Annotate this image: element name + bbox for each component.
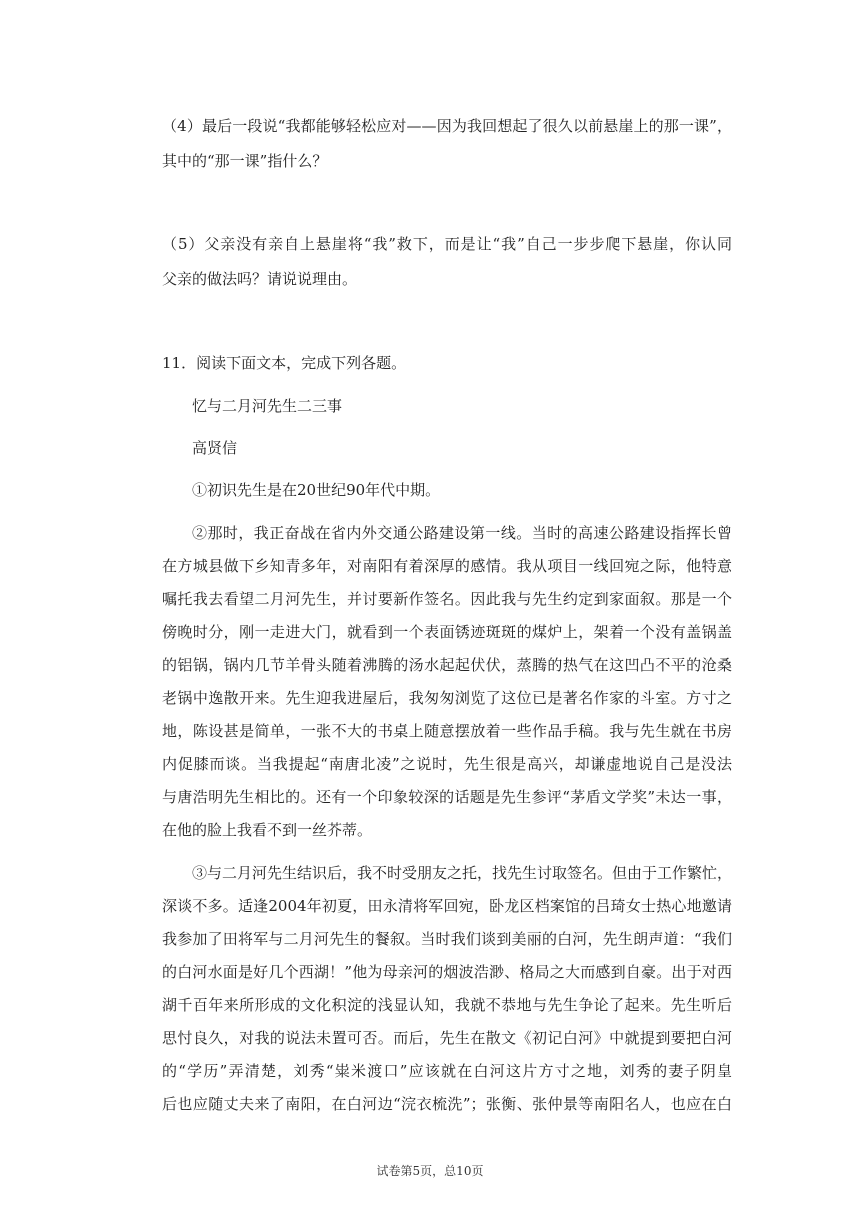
paragraph-3-line: 的白河水面是好几个西湖！”他为母亲河的烟波浩渺、格局之大而感到自豪。出于对西 <box>162 963 732 981</box>
article-title: 忆与二月河先生二三事 <box>192 397 343 415</box>
paragraph-3-line: ③与二月河先生结识后，我不时受朋友之托，找先生讨取签名。但由于工作繁忙， <box>192 864 732 882</box>
paragraph-2-line: 的铝锅，锅内几节羊骨头随着沸腾的汤水起起伏伏，蒸腾的热气在这凹凸不平的沧桑 <box>162 656 732 674</box>
paragraph-3-line: 思忖良久，对我的说法未置可否。而后，先生在散文《初记白河》中就提到要把白河 <box>162 1029 732 1047</box>
question-5-line-1: （5）父亲没有亲自上悬崖将“我”救下，而是让“我”自己一步步爬下悬崖，你认同 <box>162 235 732 253</box>
paragraph-2-line: ②那时，我正奋战在省内外交通公路建设第一线。当时的高速公路建设指挥长曾 <box>192 524 732 542</box>
question-4-line-2: 其中的“那一课”指什么？ <box>162 152 328 170</box>
page-footer: 试卷第5页，总10页 <box>376 1164 484 1178</box>
article-author: 高贤信 <box>192 439 238 457</box>
paragraph-2-line: 傍晚时分，刚一走进大门，就看到一个表面锈迹斑斑的煤炉上，架着一个没有盖锅盖 <box>162 623 732 641</box>
paragraph-3-line: 后也应随丈夫来了南阳，在白河边“浣衣梳洗”；张衡、张仲景等南阳名人，也应在白 <box>162 1095 732 1113</box>
paragraph-3-line: 我参加了田将军与二月河先生的餐叙。当时我们谈到美丽的白河，先生朗声道：“我们 <box>162 930 732 948</box>
paragraph-2-line: 在他的脸上我看不到一丝芥蒂。 <box>162 821 373 839</box>
paragraph-1: ①初识先生是在20世纪90年代中期。 <box>192 481 441 499</box>
question-4-line-1: （4）最后一段说“我都能够轻松应对——因为我回想起了很久以前悬崖上的那一课”， <box>162 117 732 135</box>
paragraph-2-line: 嘱托我去看望二月河先生，并讨要新作签名。因此我与先生约定到家面叙。那是一个 <box>162 590 732 608</box>
paragraph-2-line: 与唐浩明先生相比的。还有一个印象较深的话题是先生参评“茅盾文学奖”未达一事， <box>162 788 732 806</box>
paragraph-2-line: 老锅中逸散开来。先生迎我进屋后，我匆匆浏览了这位已是著名作家的斗室。方寸之 <box>162 689 732 707</box>
paragraph-2-line: 在方城县做下乡知青多年，对南阳有着深厚的感情。我从项目一线回宛之际，他特意 <box>162 557 732 575</box>
question-5-line-2: 父亲的做法吗？请说说理由。 <box>162 270 358 288</box>
paragraph-3-line: 深谈不多。适逢2004年初夏，田永清将军回宛，卧龙区档案馆的吕琦女士热心地邀请 <box>162 897 732 915</box>
paragraph-3-line: 的“学历”弄清楚，刘秀“粜米渡口”应该就在白河这片方寸之地，刘秀的妻子阴皇 <box>162 1062 732 1080</box>
paragraph-2-line: 地，陈设甚是简单，一张不大的书桌上随意摆放着一些作品手稿。我与先生就在书房 <box>162 722 732 740</box>
paragraph-2-line: 内促膝而谈。当我提起“南唐北凌”之说时，先生很是高兴，却谦虚地说自己是没法 <box>162 755 732 773</box>
question-11-stem: 11．阅读下面文本，完成下列各题。 <box>162 354 407 372</box>
paragraph-3-line: 湖千百年来所形成的文化积淀的浅显认知，我就不恭地与先生争论了起来。先生听后 <box>162 996 732 1014</box>
